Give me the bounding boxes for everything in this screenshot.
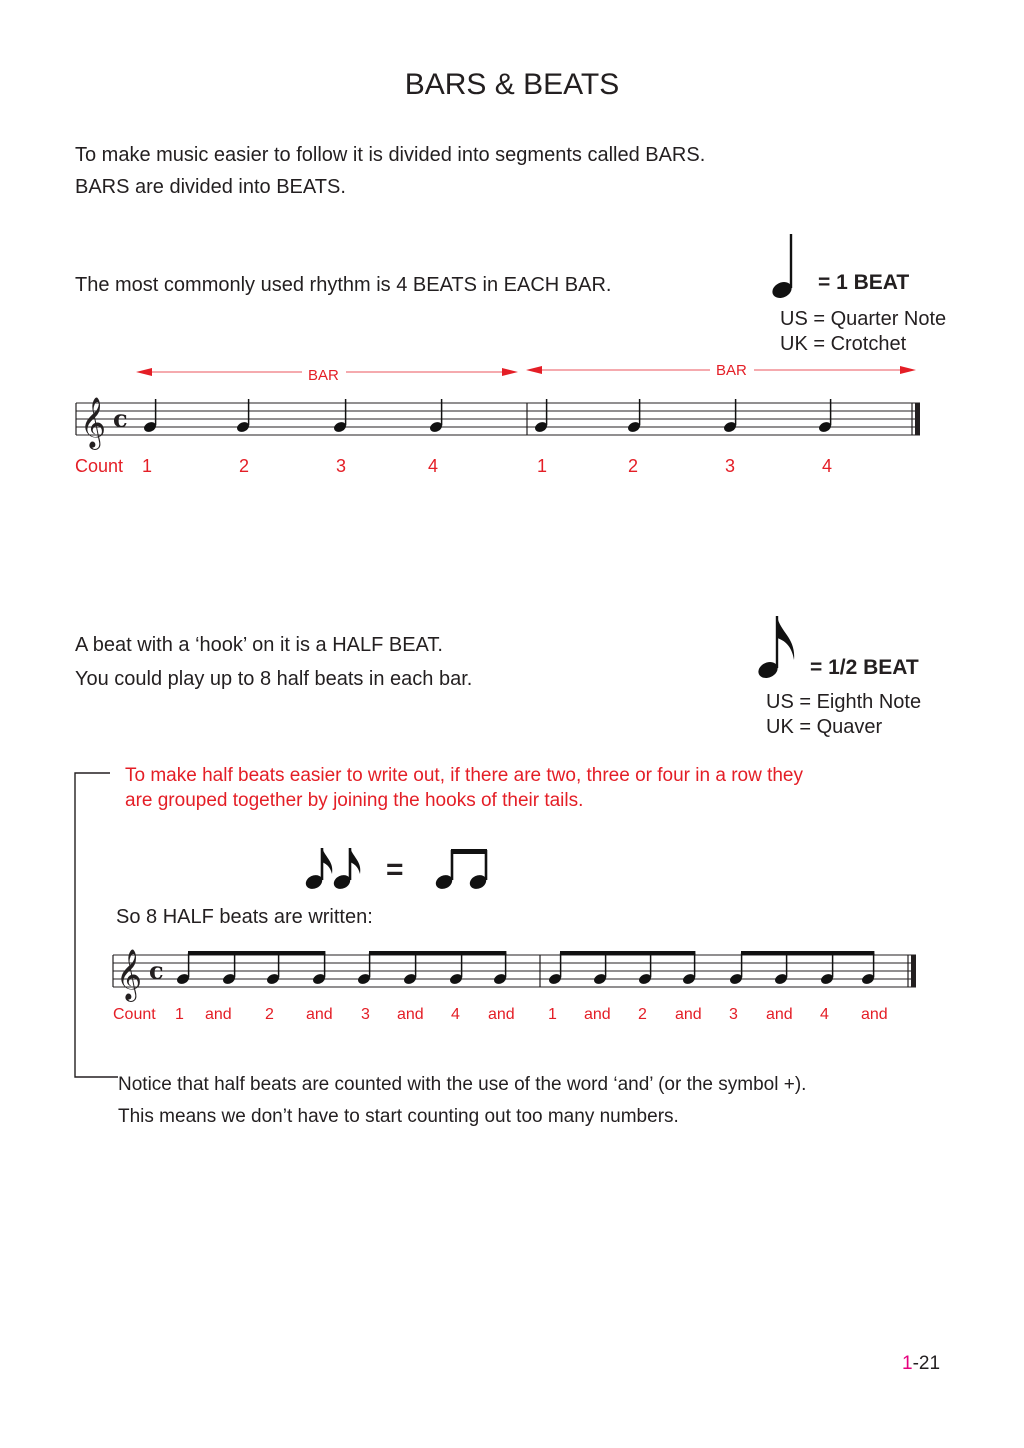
count-and: and bbox=[306, 1006, 333, 1023]
eighth-note-us: US = Eighth Note bbox=[766, 691, 922, 713]
beamed-eighth-note-group bbox=[175, 951, 326, 986]
equals-sign: = bbox=[386, 853, 404, 886]
count-number: 4 bbox=[822, 456, 833, 476]
count-number: 1 bbox=[537, 456, 548, 476]
intro-line-2: BARS are divided into BEATS. bbox=[75, 176, 346, 198]
treble-clef-icon: 𝄞 bbox=[116, 949, 143, 1000]
count-and: and bbox=[397, 1006, 424, 1023]
quarter-note-uk: UK = Crotchet bbox=[780, 333, 907, 355]
count-and: and bbox=[488, 1006, 515, 1023]
eighth-note-uk: UK = Quaver bbox=[766, 716, 883, 738]
half-beat-line-1: A beat with a ‘hook’ on it is a HALF BEAT. bbox=[75, 634, 443, 656]
eight-half-beats-text: So 8 HALF beats are written: bbox=[116, 906, 373, 928]
notice-line-2: This means we don’t have to start counting out too many numbers. bbox=[118, 1106, 679, 1127]
count-and: and bbox=[584, 1006, 611, 1023]
common-time-icon: c bbox=[113, 404, 128, 433]
common-time-icon: c bbox=[149, 956, 164, 985]
count-number: 2 bbox=[265, 1006, 274, 1023]
page-number-rest: -21 bbox=[912, 1353, 941, 1374]
page-title: BARS & BEATS bbox=[404, 68, 620, 101]
count-and: and bbox=[205, 1006, 232, 1023]
count-and: and bbox=[766, 1006, 793, 1023]
page-number bbox=[902, 1353, 940, 1375]
count-number: 3 bbox=[725, 456, 736, 476]
intro-line-1: To make music easier to follow it is divided into segments called BARS. bbox=[75, 144, 706, 166]
beamed-eighth-note-group bbox=[728, 951, 875, 986]
quarter-note-equals: = 1 BEAT bbox=[818, 271, 910, 294]
eighth-note-equals: = 1/2 BEAT bbox=[810, 656, 919, 679]
count-number: 1 bbox=[548, 1006, 557, 1023]
count-label-1: Count bbox=[75, 456, 124, 476]
count-number: 3 bbox=[729, 1006, 738, 1023]
beamed-eighth-note-group bbox=[356, 951, 507, 986]
half-beat-line-2: You could play up to 8 half beats in each bar. bbox=[75, 668, 473, 690]
count-number: 4 bbox=[428, 456, 439, 476]
count-number: 3 bbox=[361, 1006, 370, 1023]
bar-label-2: BAR bbox=[716, 362, 747, 379]
grouping-note-line-1: To make half beats easier to write out, if there are two, three or four in a row they bbox=[125, 765, 803, 786]
count-number: 2 bbox=[628, 456, 639, 476]
count-number: 2 bbox=[638, 1006, 647, 1023]
common-rhythm-text: The most commonly used rhythm is 4 BEATS in EACH BAR. bbox=[75, 274, 612, 296]
count-label-2: Count bbox=[113, 1006, 156, 1023]
count-number: 1 bbox=[142, 456, 153, 476]
count-number: 4 bbox=[451, 1006, 460, 1023]
count-number: 2 bbox=[239, 456, 250, 476]
count-and: and bbox=[861, 1006, 888, 1023]
count-number: 1 bbox=[175, 1006, 184, 1023]
grouping-note-line-2: are grouped together by joining the hooks of their tails. bbox=[125, 790, 584, 811]
bar-label-1: BAR bbox=[308, 367, 339, 384]
count-number: 3 bbox=[336, 456, 347, 476]
count-number: 4 bbox=[820, 1006, 829, 1023]
page-number-chapter: 1 bbox=[902, 1353, 913, 1374]
count-and: and bbox=[675, 1006, 702, 1023]
treble-clef-icon: 𝄞 bbox=[80, 397, 107, 448]
beamed-eighth-note-group bbox=[547, 951, 696, 986]
notice-line-1: Notice that half beats are counted with the use of the word ‘and’ (or the symbol +). bbox=[118, 1074, 807, 1095]
quarter-note-us: US = Quarter Note bbox=[780, 308, 947, 330]
